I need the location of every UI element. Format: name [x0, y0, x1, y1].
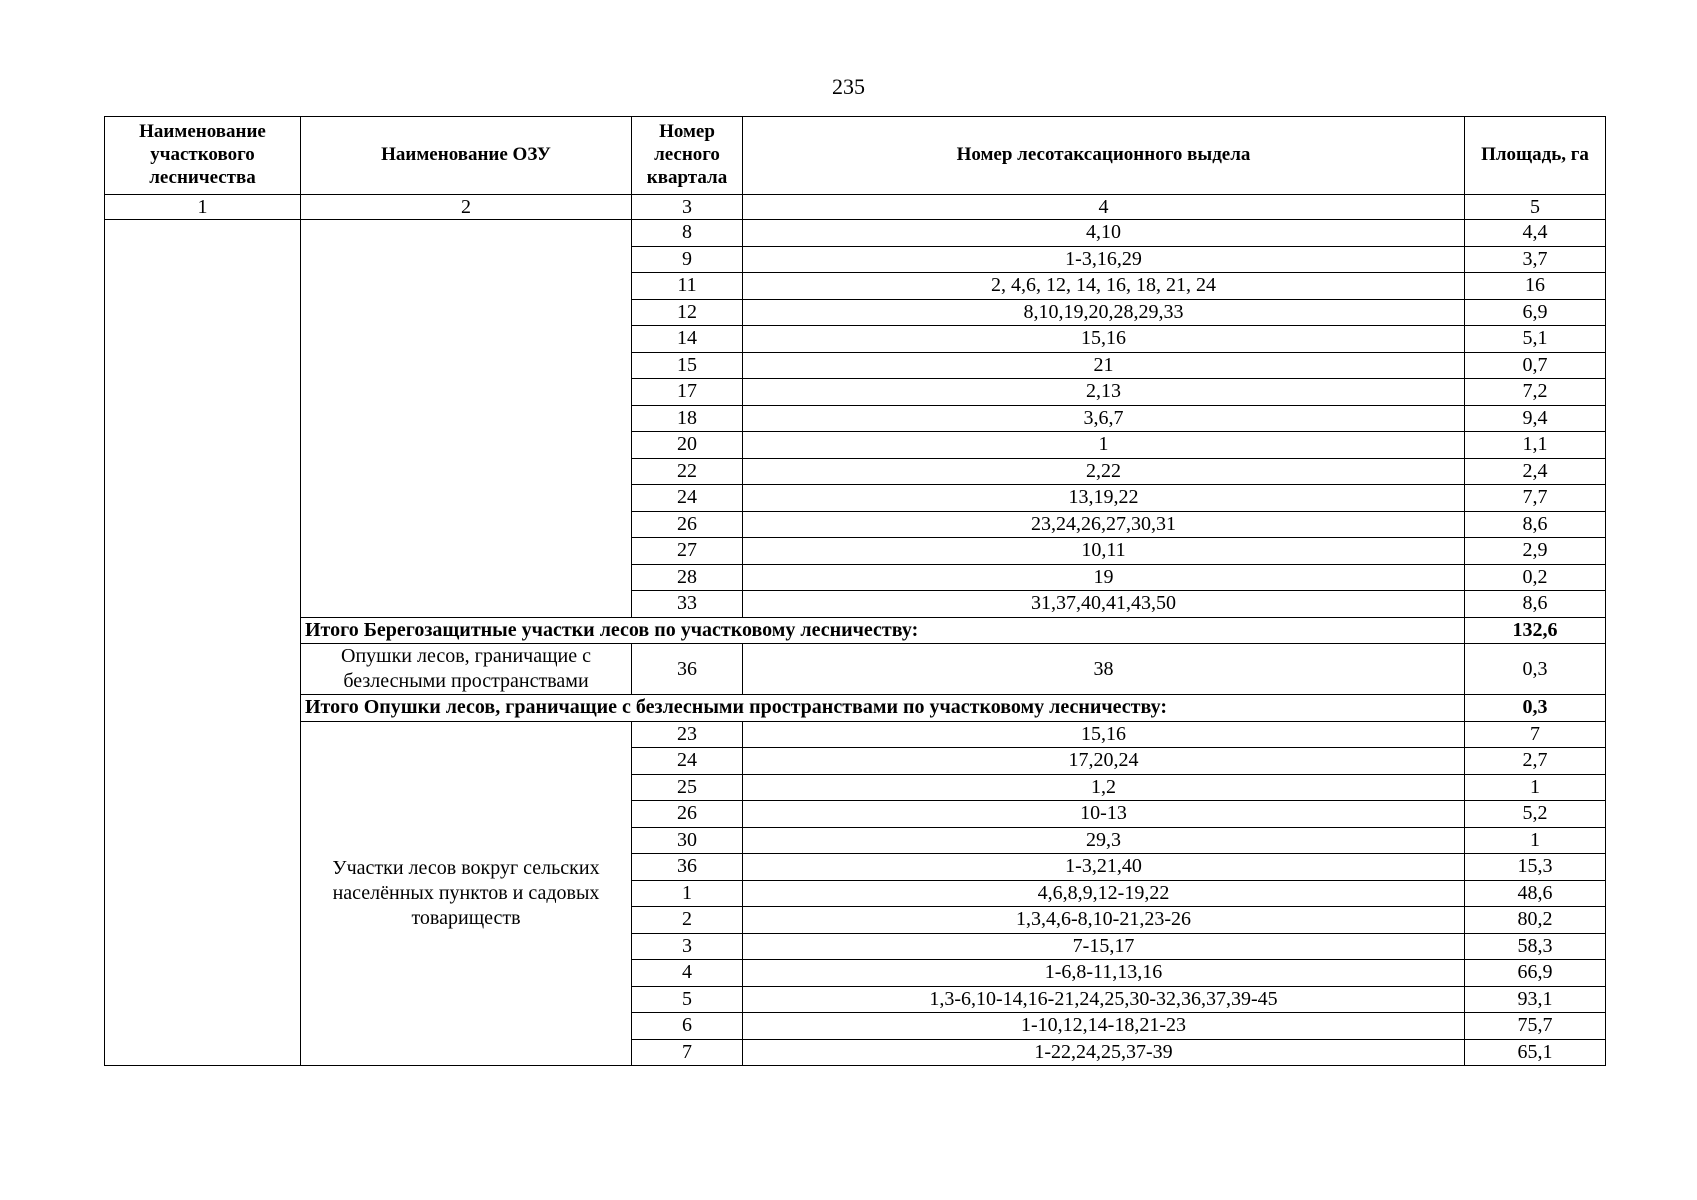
- total-row: [105, 617, 1606, 644]
- area-cell: 2,9: [1465, 538, 1606, 565]
- header-forestry-name: Наименование участкового лесничества: [105, 117, 301, 195]
- allotment-number-cell: 8,10,19,20,28,29,33: [743, 299, 1465, 326]
- allotment-number-cell: 1,2: [743, 774, 1465, 801]
- area-cell: 1: [1465, 827, 1606, 854]
- forestry-name-cell: [105, 220, 301, 1066]
- column-index: 3: [632, 195, 743, 220]
- area-cell: 75,7: [1465, 1013, 1606, 1040]
- area-cell: 5,1: [1465, 326, 1606, 353]
- area-cell: 7,2: [1465, 379, 1606, 406]
- allotment-number-cell: 21: [743, 352, 1465, 379]
- quarter-number-cell: 28: [632, 564, 743, 591]
- quarter-number-cell: 27: [632, 538, 743, 565]
- allotment-number-cell: 7-15,17: [743, 933, 1465, 960]
- allotment-number-cell: 23,24,26,27,30,31: [743, 511, 1465, 538]
- quarter-number-cell: 24: [632, 485, 743, 512]
- column-index: 1: [105, 195, 301, 220]
- quarter-number-cell: 8: [632, 220, 743, 247]
- allotment-number-cell: 15,16: [743, 326, 1465, 353]
- area-cell: 4,4: [1465, 220, 1606, 247]
- area-cell: 7,7: [1465, 485, 1606, 512]
- forest-table: [104, 116, 1606, 1066]
- column-index: 2: [301, 195, 632, 220]
- allotment-number-cell: 15,16: [743, 721, 1465, 748]
- area-cell: 8,6: [1465, 511, 1606, 538]
- quarter-number-cell: 36: [632, 854, 743, 881]
- area-cell: 0,3: [1465, 644, 1606, 695]
- quarter-number-cell: 12: [632, 299, 743, 326]
- area-cell: 2,4: [1465, 458, 1606, 485]
- area-cell: 48,6: [1465, 880, 1606, 907]
- quarter-number-cell: 9: [632, 246, 743, 273]
- allotment-number-cell: 19: [743, 564, 1465, 591]
- allotment-number-cell: 10,11: [743, 538, 1465, 565]
- allotment-number-cell: 31,37,40,41,43,50: [743, 591, 1465, 618]
- quarter-number-cell: 1: [632, 880, 743, 907]
- quarter-number-cell: 15: [632, 352, 743, 379]
- area-cell: 80,2: [1465, 907, 1606, 934]
- quarter-number-cell: 18: [632, 405, 743, 432]
- area-cell: 1,1: [1465, 432, 1606, 459]
- total-value: 0,3: [1465, 695, 1606, 722]
- quarter-number-cell: 25: [632, 774, 743, 801]
- page-number: 235: [832, 74, 865, 99]
- area-cell: 5,2: [1465, 801, 1606, 828]
- table-header-row: [105, 117, 1606, 195]
- quarter-number-cell: 6: [632, 1013, 743, 1040]
- quarter-number-cell: 5: [632, 986, 743, 1013]
- ozu-name-cell: [301, 220, 632, 618]
- quarter-number-cell: 23: [632, 721, 743, 748]
- area-cell: 2,7: [1465, 748, 1606, 775]
- quarter-number-cell: 26: [632, 511, 743, 538]
- table-row: [105, 220, 1606, 247]
- ozu-name-cell: Участки лесов вокруг сельских населённых пунктов и садовых товариществ: [301, 721, 632, 1066]
- allotment-number-cell: 4,6,8,9,12-19,22: [743, 880, 1465, 907]
- area-cell: 15,3: [1465, 854, 1606, 881]
- total-value: 132,6: [1465, 617, 1606, 644]
- quarter-number-cell: 26: [632, 801, 743, 828]
- column-index: 4: [743, 195, 1465, 220]
- table-row: [105, 721, 1606, 748]
- area-cell: 16: [1465, 273, 1606, 300]
- area-cell: 3,7: [1465, 246, 1606, 273]
- area-cell: 6,9: [1465, 299, 1606, 326]
- allotment-number-cell: 1-10,12,14-18,21-23: [743, 1013, 1465, 1040]
- allotment-number-cell: 1,3,4,6-8,10-21,23-26: [743, 907, 1465, 934]
- allotment-number-cell: 1-3,21,40: [743, 854, 1465, 881]
- area-cell: 93,1: [1465, 986, 1606, 1013]
- column-index-row: [105, 195, 1606, 220]
- quarter-number-cell: 24: [632, 748, 743, 775]
- allotment-number-cell: 29,3: [743, 827, 1465, 854]
- area-cell: 0,2: [1465, 564, 1606, 591]
- quarter-number-cell: 7: [632, 1039, 743, 1066]
- header-ozu-name: Наименование ОЗУ: [301, 117, 632, 195]
- quarter-number-cell: 30: [632, 827, 743, 854]
- ozu-name-cell: Опушки лесов, граничащие с безлесными пространствами: [301, 644, 632, 695]
- allotment-number-cell: 2, 4,6, 12, 14, 16, 18, 21, 24: [743, 273, 1465, 300]
- allotment-number-cell: 1-22,24,25,37-39: [743, 1039, 1465, 1066]
- allotment-number-cell: 13,19,22: [743, 485, 1465, 512]
- area-cell: 8,6: [1465, 591, 1606, 618]
- allotment-number-cell: 1,3-6,10-14,16-21,24,25,30-32,36,37,39-45: [743, 986, 1465, 1013]
- allotment-number-cell: 38: [743, 644, 1465, 695]
- area-cell: 0,7: [1465, 352, 1606, 379]
- allotment-number-cell: 1-6,8-11,13,16: [743, 960, 1465, 987]
- area-cell: 7: [1465, 721, 1606, 748]
- allotment-number-cell: 3,6,7: [743, 405, 1465, 432]
- area-cell: 66,9: [1465, 960, 1606, 987]
- column-index: 5: [1465, 195, 1606, 220]
- area-cell: 58,3: [1465, 933, 1606, 960]
- header-area: Площадь, га: [1465, 117, 1606, 195]
- quarter-number-cell: 17: [632, 379, 743, 406]
- allotment-number-cell: 4,10: [743, 220, 1465, 247]
- quarter-number-cell: 4: [632, 960, 743, 987]
- quarter-number-cell: 20: [632, 432, 743, 459]
- quarter-number-cell: 22: [632, 458, 743, 485]
- area-cell: 1: [1465, 774, 1606, 801]
- total-label: Итого Берегозащитные участки лесов по участковому лесничеству:: [301, 617, 1465, 644]
- total-row: [105, 695, 1606, 722]
- allotment-number-cell: 1-3,16,29: [743, 246, 1465, 273]
- allotment-number-cell: 10-13: [743, 801, 1465, 828]
- table-row: [105, 644, 1606, 695]
- header-quarter-number: Номер лесного квартала: [632, 117, 743, 195]
- header-allotment-number: Номер лесотаксационного выдела: [743, 117, 1465, 195]
- allotment-number-cell: 2,13: [743, 379, 1465, 406]
- allotment-number-cell: 1: [743, 432, 1465, 459]
- allotment-number-cell: 2,22: [743, 458, 1465, 485]
- area-cell: 65,1: [1465, 1039, 1606, 1066]
- quarter-number-cell: 33: [632, 591, 743, 618]
- area-cell: 9,4: [1465, 405, 1606, 432]
- quarter-number-cell: 3: [632, 933, 743, 960]
- quarter-number-cell: 2: [632, 907, 743, 934]
- allotment-number-cell: 17,20,24: [743, 748, 1465, 775]
- quarter-number-cell: 11: [632, 273, 743, 300]
- total-label: Итого Опушки лесов, граничащие с безлесными пространствами по участковому лесничеству:: [301, 695, 1465, 722]
- quarter-number-cell: 14: [632, 326, 743, 353]
- quarter-number-cell: 36: [632, 644, 743, 695]
